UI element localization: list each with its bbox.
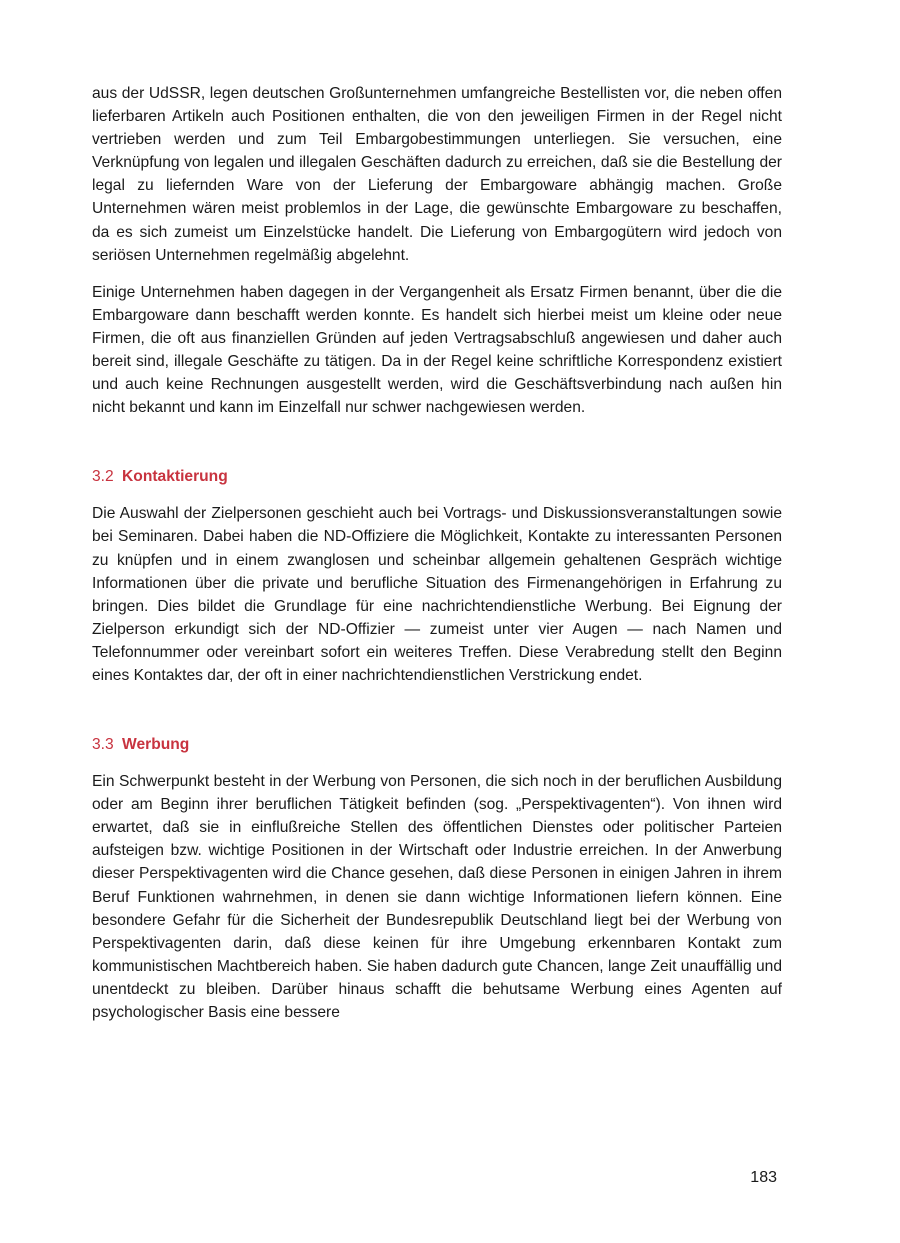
paragraph-werbung: Ein Schwerpunkt besteht in der Werbung von Personen, die sich noch in der beruflichen Ausbildung oder am Beginn ihrer beruflichen Tätigkeit befinden (sog. „Perspektivagenten“). Von ihnen wird erwartet, daß sie in einflußreiche Stellen des öffentlichen Dienstes oder politischer Parteien aufsteigen bzw. wichtige Positionen in der Wirtschaft oder Industrie erreichen. In der Anwerbung dieser Perspektivagenten wird die Chance gesehen, daß diese Personen in einigen Jahren in ihrem Beruf Funktionen wahrnehmen, in denen sie dann wichtige Informationen liefern können. Eine besondere Gefahr für die Sicherheit der Bundesrepublik Deutschland liegt bei der Werbung von Perspektivagenten darin, daß diese keinen für ihre Umgebung erkennbaren Kontakt zum kommunistischen Machtbereich haben. Sie haben dadurch gute Chancen, lange Zeit unauffällig und unentdeckt zu bleiben. Darüber hinaus schafft die behutsame Werbung eines Agenten auf psychologischer Basis eine bessere bbox=[92, 773, 782, 1021]
paragraph-kontaktierung: Die Auswahl der Zielpersonen geschieht auch bei Vortrags- und Diskussionsveranstaltungen sowie bei Seminaren. Dabei haben die ND-Offiziere die Möglichkeit, Kontakte zu interessanten Personen zu knüpfen und in einem zwanglosen und scheinbar allgemein gehaltenen Gespräch wichtige Informationen über die private und berufliche Situation des Firmenangehörigen in Erfahrung zu bringen. Dies bildet die Grundlage für eine nachrichtendienstliche Werbung. Bei Eignung der Zielperson erkundigt sich der ND-Offizier — zumeist unter vier Augen — nach Namen und Telefonnummer oder vereinbart sofort ein weiteres Treffen. Diese Verabredung stellt den Beginn eines Kontaktes dar, der oft in einer nachrichtendienstlichen Verstrickung endet. bbox=[92, 505, 782, 684]
section-number: 3.3 bbox=[92, 736, 114, 754]
section-heading-werbung bbox=[92, 733, 782, 756]
section-number: 3.2 bbox=[92, 468, 114, 486]
paragraph-intro-2: Einige Unternehmen haben dagegen in der Vergangenheit als Ersatz Firmen benannt, über die die Embargoware dann beschafft werden konnte. Es handelt sich hierbei meist um kleine oder neue Firmen, die oft aus finanziellen Gründen auf jeden Vertragsabschluß angewiesen und daher auch bereit sind, illegale Geschäfte zu tätigen. Da in der Regel keine schriftliche Korrespondenz existiert und auch keine Rechnungen ausgestellt werden, wird die Geschäftsverbindung nach außen hin nicht bekannt und kann im Einzelfall nur schwer nachgewiesen werden. bbox=[92, 283, 782, 417]
section-title: Kontaktierung bbox=[122, 468, 228, 486]
text-column bbox=[92, 82, 782, 1024]
section-heading-kontaktierung bbox=[92, 465, 782, 488]
paragraph-intro-1: aus der UdSSR, legen deutschen Großunternehmen umfangreiche Bestellisten vor, die neben offen lieferbaren Artikeln auch Positionen enthalten, die von den jeweiligen Firmen in der Regel nicht vertrieben werden und zum Teil Embargobestimmungen unterliegen. Sie versuchen, eine Verknüpfung von legalen und illegalen Geschäften dadurch zu erreichen, daß sie die Bestellung der legal zu liefernden Ware von der Lieferung der Embargoware abhängig machen. Große Unternehmen wären meist problemlos in der Lage, die gewünschte Embargoware zu beschaffen, da es sich zumeist um Einzelstücke handelt. Die Lieferung von Embargogütern wird jedoch von seriösen Unternehmen regelmäßig abgelehnt. bbox=[92, 85, 782, 264]
page-number: 183 bbox=[750, 1169, 777, 1186]
section-title: Werbung bbox=[122, 736, 190, 754]
